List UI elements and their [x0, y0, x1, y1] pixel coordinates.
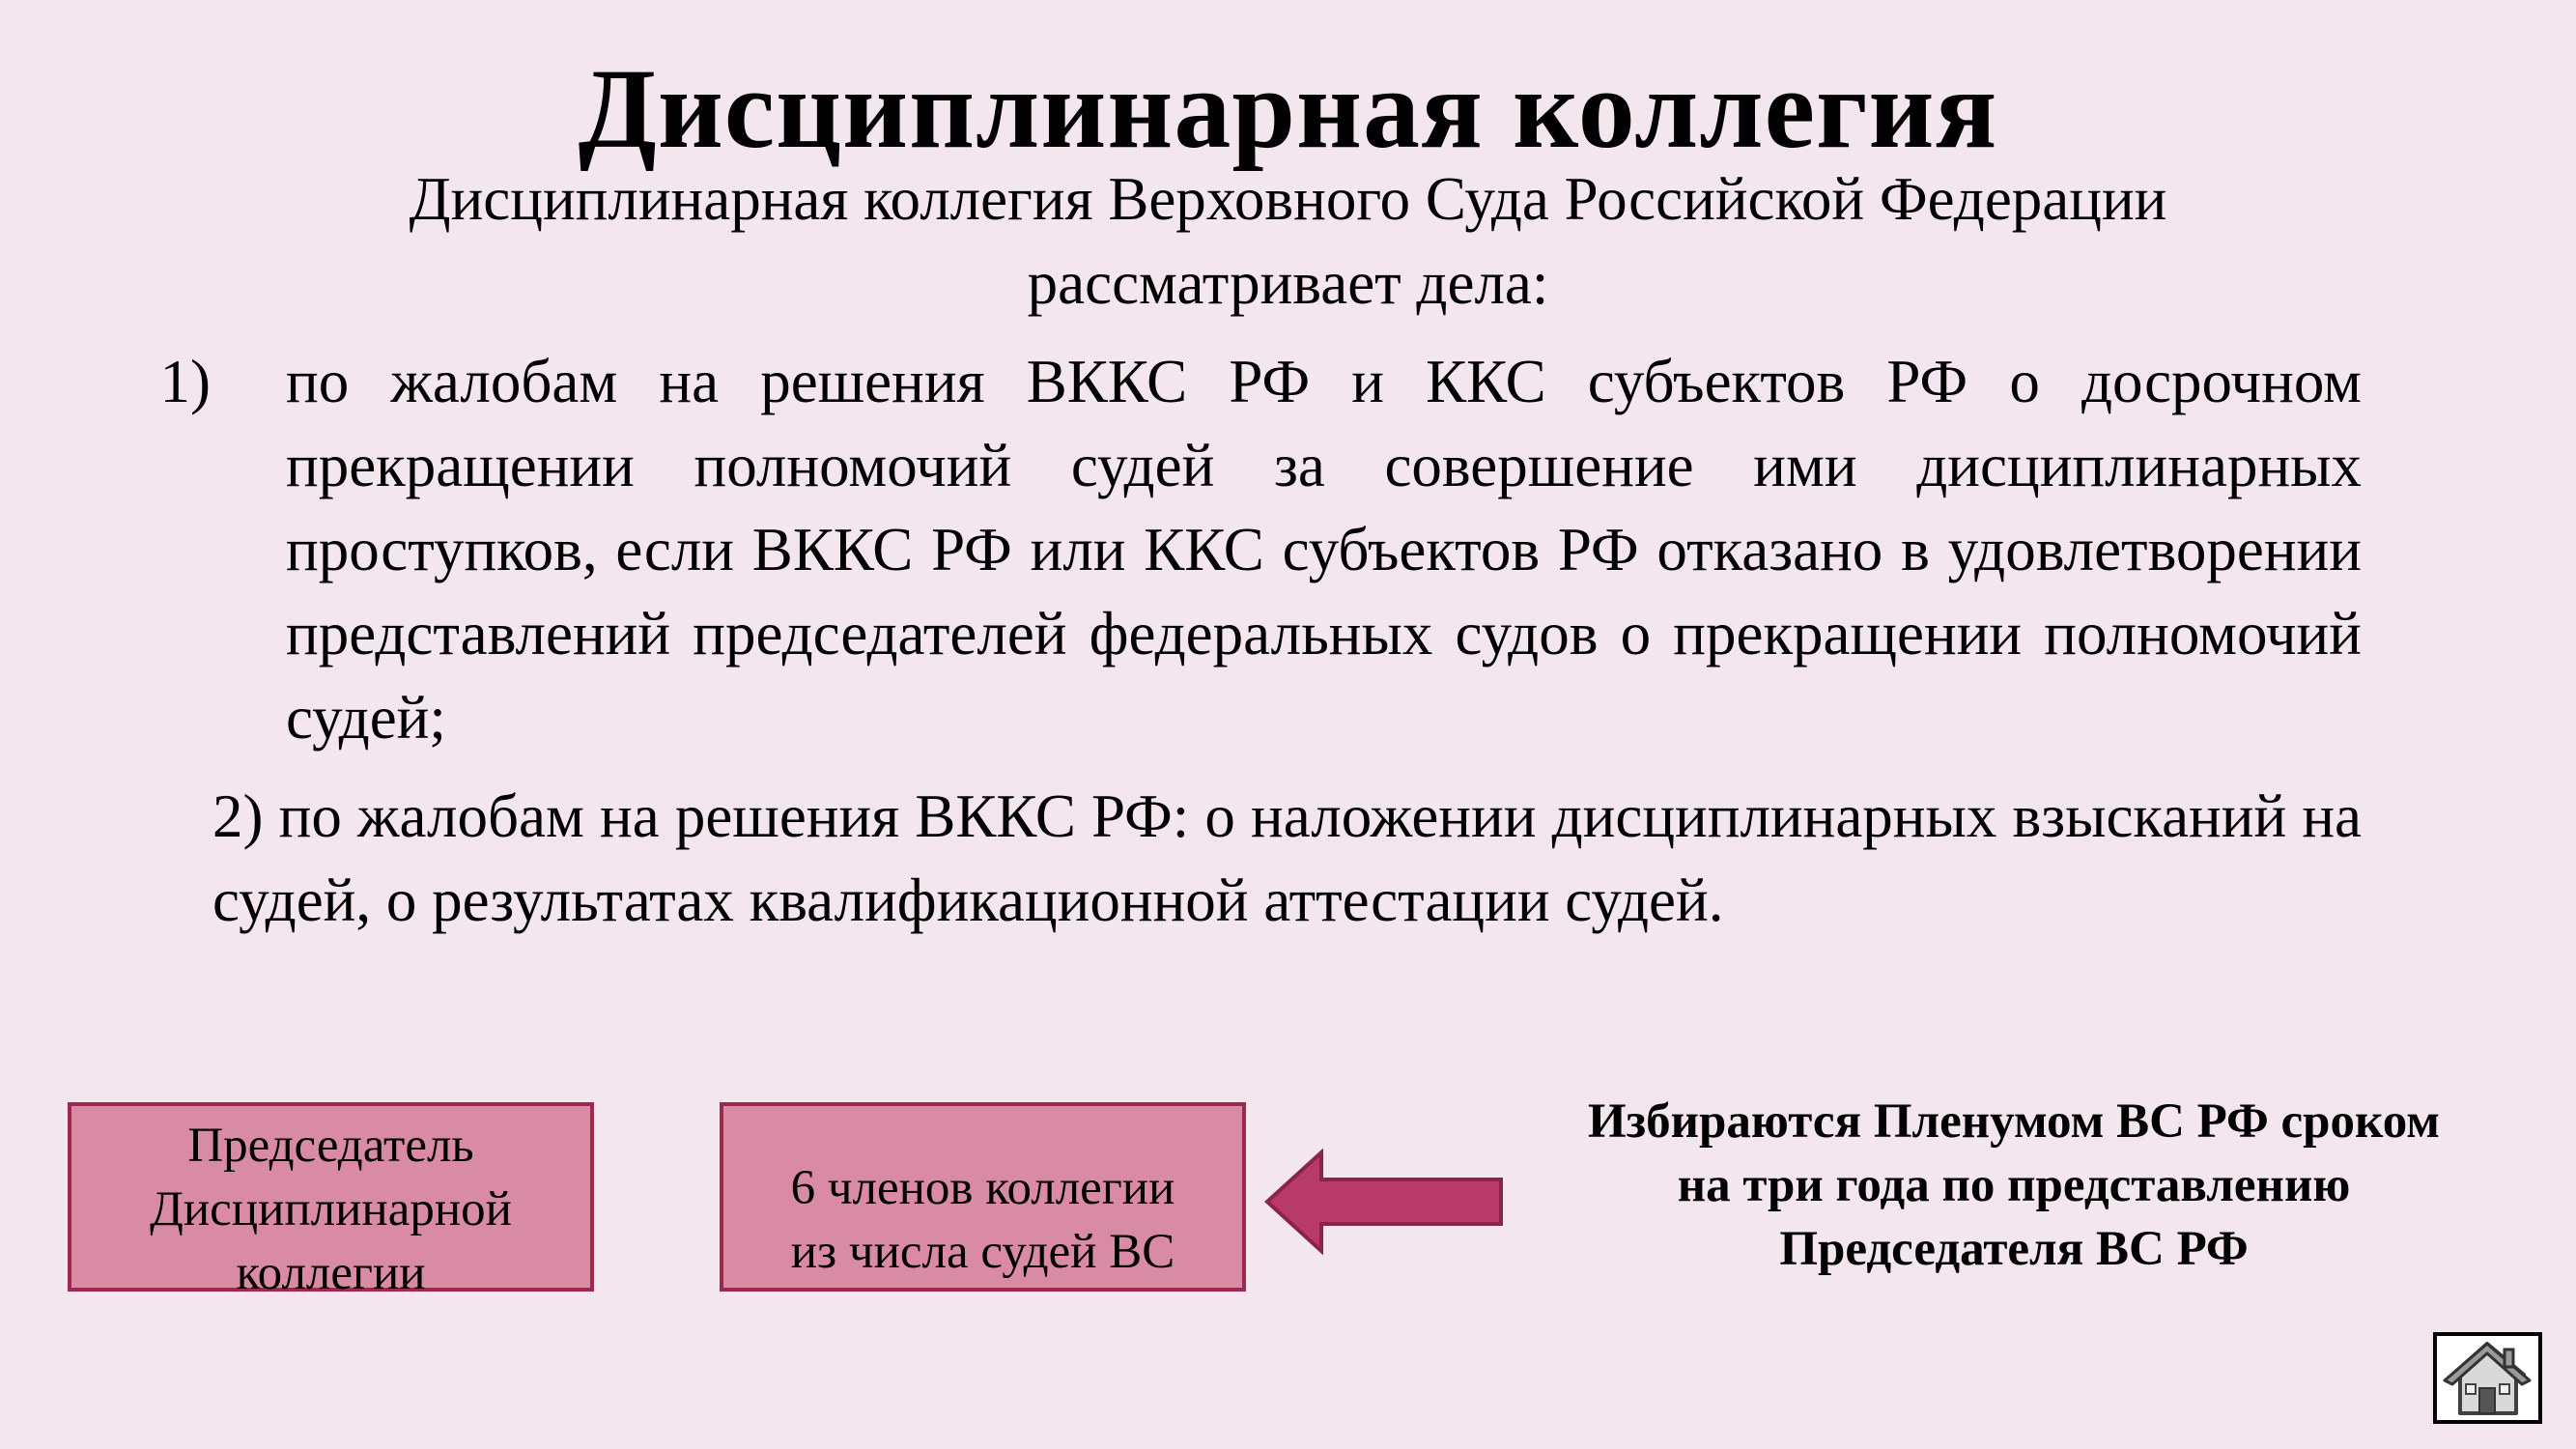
elected-note-line-1: Избираются Пленумом ВС РФ сроком — [1588, 1094, 2440, 1149]
members-box-line-1: 6 членов коллегии — [790, 1161, 1175, 1215]
slide-title: Дисциплинарная коллегия — [578, 45, 1998, 172]
list-item-2-text — [212, 775, 2362, 943]
list-item-1-text: по жалобам на решения ВККС РФ и ККС субъектов РФ о досрочном прекращении полномочий судей за совершение ими дисциплинарных проступков, если ВККС РФ или ККС субъектов РФ отказано в удовлетворении представлений председателей федеральных судов о прекращении полномочий судей; — [286, 348, 2362, 752]
elected-note — [1536, 1090, 2492, 1281]
list-item-1-number: 1) — [159, 348, 211, 415]
left-arrow-icon — [1263, 1149, 1505, 1255]
elected-note-line-3: Председателя ВС РФ — [1779, 1222, 2249, 1276]
elected-note-line-2: на три года по представлению — [1677, 1158, 2351, 1212]
chair-box-line-3: коллегии — [236, 1246, 426, 1300]
chair-box — [68, 1102, 594, 1300]
list-item-2-number: 2) — [212, 782, 264, 850]
list-item-1 — [159, 340, 2362, 760]
chair-box-line-2: Дисциплинарной — [150, 1182, 512, 1236]
members-box — [720, 1102, 1246, 1292]
home-button[interactable] — [2433, 1332, 2542, 1424]
members-box-line-2: из числа судей ВС — [790, 1225, 1175, 1279]
home-icon — [2437, 1336, 2538, 1420]
intro-line-2: рассматривает дела: — [1027, 249, 1549, 317]
list-item-2-body: по жалобам на решения ВККС РФ: о наложении дисциплинарных взысканий на судей, о результатах квалификационной аттестации судей. — [212, 782, 2362, 934]
list-item-2 — [212, 775, 2362, 943]
intro-text — [0, 157, 2576, 326]
intro-line-1: Дисциплинарная коллегия Верховного Суда Российской Федерации — [409, 165, 2167, 233]
chair-box-line-1: Председатель — [187, 1119, 474, 1173]
